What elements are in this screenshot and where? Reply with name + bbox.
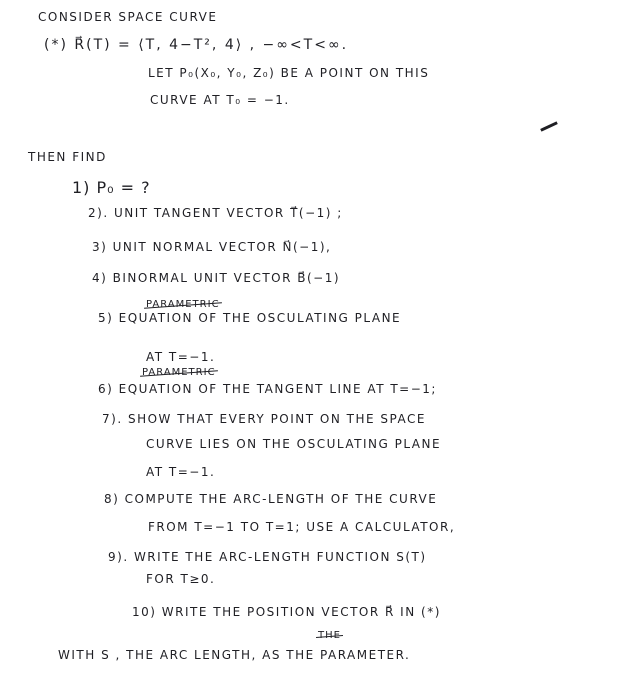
struck-word: PARAMETRIC [146, 299, 220, 310]
question-3: 3) UNIT NORMAL VECTOR N⃗(−1), [92, 240, 332, 254]
question-10: 10) WRITE THE POSITION VECTOR R⃗ IN (*) [132, 605, 441, 619]
question-8-cont: FROM T=−1 TO T=1; USE A CALCULATOR, [148, 520, 456, 534]
question-6: 6) EQUATION OF THE TANGENT LINE AT T=−1; [98, 382, 437, 396]
question-1: 1) P₀ = ? [72, 178, 151, 197]
inserted-word: PARAMETRIC [142, 367, 216, 378]
then-find-label: THEN FIND [28, 150, 107, 164]
pen-mark [540, 121, 558, 131]
question-7: 7). SHOW THAT EVERY POINT ON THE SPACE [102, 412, 426, 426]
question-7-cont-1: CURVE LIES ON THE OSCULATING PLANE [146, 437, 442, 451]
question-9-cont: FOR T≥0. [146, 572, 216, 586]
question-10-cont: WITH S , THE ARC LENGTH, AS THE PARAMETER. [58, 648, 411, 662]
question-4: 4) BINORMAL UNIT VECTOR B⃗(−1) [92, 271, 341, 285]
question-7-cont-2: AT T=−1. [146, 465, 216, 479]
inserted-the: THE [318, 630, 341, 641]
question-9: 9). WRITE THE ARC-LENGTH FUNCTION S(T) [108, 550, 427, 564]
point-definition: LET P₀(X₀, Y₀, Z₀) BE A POINT ON THIS [148, 66, 430, 80]
intro-line-1: CONSIDER SPACE CURVE [38, 10, 218, 24]
question-5-cont: AT T=−1. [146, 350, 216, 364]
question-2: 2). UNIT TANGENT VECTOR T⃗(−1) ; [88, 206, 343, 220]
question-8: 8) COMPUTE THE ARC-LENGTH OF THE CURVE [104, 492, 438, 506]
curve-definition: (*) R⃗(T) = ⟨T, 4−T², 4⟩ , −∞<T<∞. [44, 37, 349, 53]
question-5: 5) EQUATION OF THE OSCULATING PLANE [98, 311, 402, 325]
curve-at-t0: CURVE AT T₀ = −1. [150, 93, 290, 107]
